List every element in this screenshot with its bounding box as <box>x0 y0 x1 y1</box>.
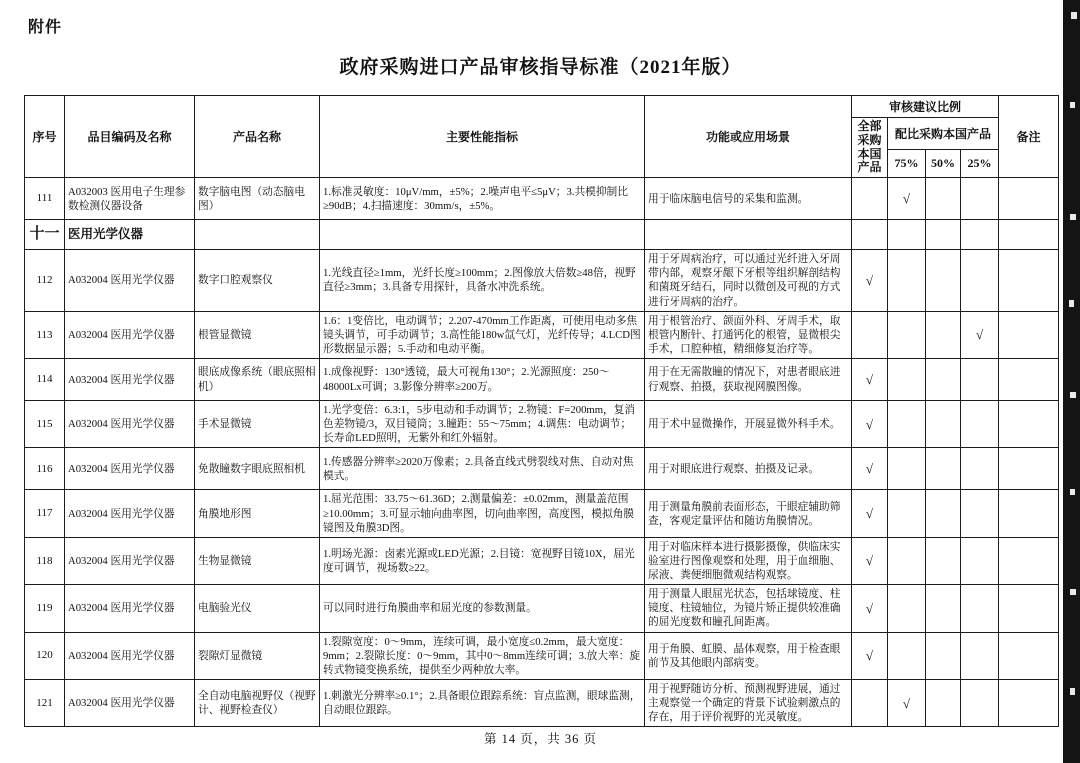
check-mark: √ <box>852 490 888 537</box>
check-cell <box>852 311 888 358</box>
row-product-name: 数字脑电图（动态脑电图） <box>195 178 320 220</box>
row-seq: 119 <box>25 585 65 632</box>
check-mark: √ <box>888 178 926 220</box>
col-header-ratio-group: 配比采购本国产品 <box>888 118 999 150</box>
row-function: 用于角膜、虹膜、晶体观察，用于检查眼前节及其他眼内部病变。 <box>645 632 852 679</box>
row-specs: 1.明场光源：卤素光源或LED光源；2.目镜：宽视野目镜10X，屈光度可调节，视场数≥22。 <box>320 537 645 584</box>
row-function: 用于测量角膜前表面形态，干眼症辅助筛查，客观定量评估和随访角膜情况。 <box>645 490 852 537</box>
check-mark: √ <box>852 537 888 584</box>
row-product-name: 裂隙灯显微镜 <box>195 632 320 679</box>
row-seq: 112 <box>25 250 65 312</box>
row-remark <box>999 250 1059 312</box>
table-row <box>25 632 1059 679</box>
row-specs: 1.裂隙宽度：0～9mm，连续可调，最小宽度≤0.2mm，最大宽度：9mm；2.裂隙长度：0～9mm，其中0～8mm连续可调；3.放大率：旋转式物镜变换系统，提供至少两种放大率。 <box>320 632 645 679</box>
row-specs: 1.6：1变倍比，电动调节；2.207-470mm工作距离，可使用电动多焦镜头调节，可手动调节；3.高性能180w氙气灯，光纤传导；4.LCD图形数据显示器；5.手动和电动平衡。 <box>320 311 645 358</box>
row-seq: 111 <box>25 178 65 220</box>
row-product-name: 角膜地形图 <box>195 490 320 537</box>
row-seq: 113 <box>25 311 65 358</box>
check-cell <box>926 537 961 584</box>
row-specs: 1.屈光范围：33.75～61.36D；2.测量偏差：±0.02mm，测量盖范围≥10.00mm；3.可显示轴向曲率图，切向曲率图，高度图，模拟角膜镜图及角膜3D图。 <box>320 490 645 537</box>
check-cell <box>888 401 926 448</box>
page-title: 政府采购进口产品审核指导标准（2021年版） <box>339 57 742 78</box>
row-function: 用于对眼底进行观察、拍摄及记录。 <box>645 448 852 490</box>
row-item-code: A032004 医用光学仪器 <box>65 632 195 679</box>
empty-cell <box>999 220 1059 250</box>
row-product-name: 根管显微镜 <box>195 311 320 358</box>
table-row <box>25 250 1059 312</box>
table-row <box>25 679 1059 726</box>
check-cell <box>961 178 999 220</box>
row-item-code: A032004 医用光学仪器 <box>65 537 195 584</box>
check-cell <box>926 585 961 632</box>
table-row <box>25 490 1059 537</box>
check-cell <box>888 585 926 632</box>
empty-cell <box>852 220 888 250</box>
table-row <box>25 585 1059 632</box>
row-function: 用于术中显微操作，开展显微外科手术。 <box>645 401 852 448</box>
row-remark <box>999 448 1059 490</box>
check-cell <box>926 178 961 220</box>
page-number: 第 14 页，共 36 页 <box>483 732 597 746</box>
check-cell <box>926 679 961 726</box>
section-number: 十一 <box>25 220 65 250</box>
col-header-50: 50% <box>926 149 961 178</box>
row-item-code: A032004 医用光学仪器 <box>65 311 195 358</box>
check-cell <box>888 632 926 679</box>
row-product-name: 电脑验光仪 <box>195 585 320 632</box>
row-item-code: A032004 医用光学仪器 <box>65 490 195 537</box>
row-seq: 117 <box>25 490 65 537</box>
row-remark <box>999 401 1059 448</box>
check-mark: √ <box>888 679 926 726</box>
table-row <box>25 448 1059 490</box>
row-product-name: 生物显微镜 <box>195 537 320 584</box>
empty-cell <box>320 220 645 250</box>
scan-speck <box>1069 300 1074 307</box>
check-mark: √ <box>961 311 999 358</box>
row-item-code: A032004 医用光学仪器 <box>65 585 195 632</box>
row-seq: 121 <box>25 679 65 726</box>
section-title: 医用光学仪器 <box>65 220 195 250</box>
row-remark <box>999 311 1059 358</box>
empty-cell <box>961 220 999 250</box>
row-remark <box>999 585 1059 632</box>
check-cell <box>926 359 961 401</box>
empty-cell <box>195 220 320 250</box>
scan-speck <box>1070 589 1076 595</box>
check-cell <box>926 448 961 490</box>
row-specs: 1.光线直径≥1mm，光纤长度≥100mm；2.图像放大倍数≥48倍，视野直径≥3mm；3.具备专用探针，具备水冲洗系统。 <box>320 250 645 312</box>
table-row <box>25 178 1059 220</box>
check-cell <box>888 490 926 537</box>
row-product-name: 手术显微镜 <box>195 401 320 448</box>
scan-speck <box>1070 688 1075 695</box>
table-row <box>25 311 1059 358</box>
row-specs: 1.传感器分辨率≥2020万像素；2.具备直线式劈裂线对焦、自动对焦模式。 <box>320 448 645 490</box>
check-cell <box>852 178 888 220</box>
row-function: 用于临床脑电信号的采集和监测。 <box>645 178 852 220</box>
row-function: 用于测量人眼屈光状态，包括球镜度、柱镜度、柱镜轴位，为镜片矫正提供较准确的屈光度数和瞳孔间距离。 <box>645 585 852 632</box>
row-remark <box>999 632 1059 679</box>
check-cell <box>926 401 961 448</box>
row-function: 用于对临床样本进行摄影摄像，供临床实验室进行图像观察和处理，用于血细胞、尿液、粪便细胞微观结构观察。 <box>645 537 852 584</box>
table-row <box>25 359 1059 401</box>
scan-speck <box>1070 392 1076 398</box>
check-cell <box>926 250 961 312</box>
row-seq: 120 <box>25 632 65 679</box>
check-mark: √ <box>852 585 888 632</box>
empty-cell <box>645 220 852 250</box>
col-header-code: 品目编码及名称 <box>65 96 195 178</box>
col-header-specs: 主要性能指标 <box>320 96 645 178</box>
empty-cell <box>888 220 926 250</box>
scan-edge-artifact <box>1063 0 1080 763</box>
scan-speck <box>1070 214 1076 220</box>
row-item-code: A032004 医用光学仪器 <box>65 679 195 726</box>
row-remark <box>999 178 1059 220</box>
row-item-code: A032003 医用电子生理参数检测仪器设备 <box>65 178 195 220</box>
col-header-all-domestic: 全部采购本国产品 <box>852 118 888 178</box>
check-cell <box>888 311 926 358</box>
check-cell <box>961 359 999 401</box>
section-row <box>25 220 1059 250</box>
row-seq: 116 <box>25 448 65 490</box>
scan-speck <box>1070 489 1075 495</box>
row-product-name: 全自动电脑视野仪（视野计、视野检查仪） <box>195 679 320 726</box>
col-header-seq: 序号 <box>25 96 65 178</box>
table-row <box>25 401 1059 448</box>
col-header-75: 75% <box>888 149 926 178</box>
row-product-name: 眼底成像系统（眼底照相机） <box>195 359 320 401</box>
col-header-25: 25% <box>961 149 999 178</box>
row-product-name: 免散瞳数字眼底照相机 <box>195 448 320 490</box>
check-cell <box>961 537 999 584</box>
check-cell <box>961 632 999 679</box>
check-cell <box>926 490 961 537</box>
table-row <box>25 537 1059 584</box>
table-body <box>25 178 1059 727</box>
scan-speck <box>1070 102 1075 108</box>
row-item-code: A032004 医用光学仪器 <box>65 359 195 401</box>
empty-cell <box>926 220 961 250</box>
check-cell <box>961 250 999 312</box>
col-header-remark: 备注 <box>999 96 1059 178</box>
check-mark: √ <box>852 401 888 448</box>
row-remark <box>999 359 1059 401</box>
row-remark <box>999 537 1059 584</box>
row-specs: 1.刺激光分辨率≥0.1°；2.具备眼位跟踪系统：盲点监测，眼球监测，自动眼位跟踪。 <box>320 679 645 726</box>
col-header-product: 产品名称 <box>195 96 320 178</box>
check-cell <box>961 448 999 490</box>
row-remark <box>999 679 1059 726</box>
row-function: 用于在无需散瞳的情况下，对患者眼底进行观察、拍摄，获取视网膜图像。 <box>645 359 852 401</box>
check-cell <box>961 585 999 632</box>
col-header-function: 功能或应用场景 <box>645 96 852 178</box>
standards-table <box>24 95 1059 727</box>
check-cell <box>961 679 999 726</box>
row-item-code: A032004 医用光学仪器 <box>65 448 195 490</box>
row-product-name: 数字口腔观察仪 <box>195 250 320 312</box>
row-specs: 可以同时进行角膜曲率和屈光度的参数测量。 <box>320 585 645 632</box>
check-cell <box>888 537 926 584</box>
row-function: 用于视野随访分析、预测视野进展，通过主观察觉一个确定的背景下试验刺激点的存在，用于评价视野的光灵敏度。 <box>645 679 852 726</box>
check-mark: √ <box>852 359 888 401</box>
check-cell <box>888 250 926 312</box>
check-cell <box>926 311 961 358</box>
attachment-label: 附件 <box>28 19 63 36</box>
scan-speck <box>1071 12 1077 19</box>
row-specs: 1.标准灵敏度：10μV/mm，±5%；2.噪声电平≤5μV；3.共模抑制比≥90dB；4.扫描速度：30mm/s，±5%。 <box>320 178 645 220</box>
row-seq: 118 <box>25 537 65 584</box>
check-mark: √ <box>852 250 888 312</box>
row-item-code: A032004 医用光学仪器 <box>65 401 195 448</box>
row-specs: 1.成像视野：130°透镜，最大可视角130°；2.光源照度：250～48000Lx可调；3.影像分辨率≥200万。 <box>320 359 645 401</box>
check-cell <box>961 490 999 537</box>
check-mark: √ <box>852 632 888 679</box>
row-remark <box>999 490 1059 537</box>
row-specs: 1.光学变倍：6.3:1，5步电动和手动调节；2.物镜：F=200mm，复消色差物镜/3，双目镜筒；3.瞳距：55～75mm；4.调焦：电动调节；长寿命LED照明，无紫外和红外辐射。 <box>320 401 645 448</box>
row-function: 用于牙周病治疗，可以通过光纤进入牙周带内部，观察牙龈下牙根等组织解剖结构和菌斑牙结石，同时以微创及可视的方式进行牙周病的治疗。 <box>645 250 852 312</box>
check-mark: √ <box>852 448 888 490</box>
row-function: 用于根管治疗、颌面外科、牙周手术，取根管内断针、打通钙化的根管，显微根尖手术，口腔种植，精细修复治疗等。 <box>645 311 852 358</box>
check-cell <box>926 632 961 679</box>
check-cell <box>961 401 999 448</box>
check-cell <box>852 679 888 726</box>
row-seq: 115 <box>25 401 65 448</box>
table-header <box>25 96 1059 178</box>
check-cell <box>888 359 926 401</box>
col-header-review-group: 审核建议比例 <box>852 96 999 118</box>
check-cell <box>888 448 926 490</box>
row-seq: 114 <box>25 359 65 401</box>
row-item-code: A032004 医用光学仪器 <box>65 250 195 312</box>
